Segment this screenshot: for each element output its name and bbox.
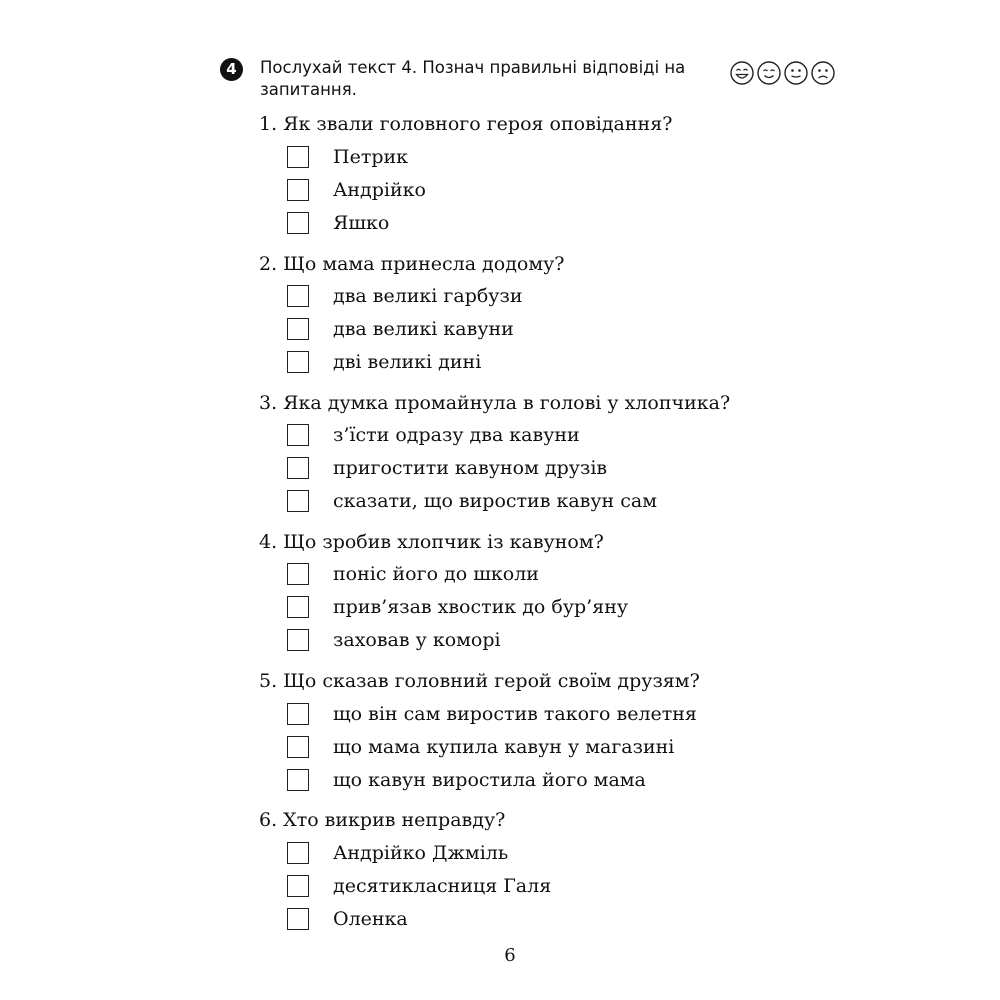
- task-instruction: Послухай текст 4. Познач правильні відповіді на запитання.: [260, 58, 686, 99]
- option-label: Яшко: [333, 212, 390, 234]
- question-2: 2. Що мама принесла додому?: [259, 253, 565, 275]
- answer-checkbox[interactable]: [287, 875, 309, 897]
- option-label: прив’язав хвостик до бур’яну: [333, 596, 629, 618]
- option-label: дві великі дині: [333, 351, 482, 373]
- sad-face-icon[interactable]: [810, 60, 836, 86]
- very-happy-face-icon[interactable]: [729, 60, 755, 86]
- question-6: 6. Хто викрив неправду?: [259, 809, 506, 831]
- answer-checkbox[interactable]: [287, 212, 309, 234]
- option-label: Петрик: [333, 146, 409, 168]
- option-label: заховав у коморі: [333, 629, 501, 651]
- answer-checkbox[interactable]: [287, 318, 309, 340]
- answer-checkbox[interactable]: [287, 424, 309, 446]
- answer-checkbox[interactable]: [287, 629, 309, 651]
- option-label: десятикласниця Галя: [333, 875, 552, 897]
- option-label: Андрійко Джміль: [333, 842, 509, 864]
- answer-checkbox[interactable]: [287, 842, 309, 864]
- answer-checkbox[interactable]: [287, 769, 309, 791]
- answer-checkbox[interactable]: [287, 908, 309, 930]
- task-number-badge: 4: [220, 58, 243, 81]
- question-1: 1. Як звали головного героя оповідання?: [259, 113, 673, 135]
- task-header: [220, 54, 740, 102]
- option-label: Оленка: [333, 908, 408, 930]
- answer-checkbox[interactable]: [287, 563, 309, 585]
- answer-checkbox[interactable]: [287, 736, 309, 758]
- answer-checkbox[interactable]: [287, 457, 309, 479]
- page-number: 6: [504, 945, 516, 966]
- option-label: що кавун виростила його мама: [333, 769, 646, 791]
- question-4: 4. Що зробив хлопчик із кавуном?: [259, 531, 604, 553]
- neutral-face-icon[interactable]: [783, 60, 809, 86]
- option-label: сказати, що виростив кавун сам: [333, 490, 657, 512]
- option-label: пригостити кавуном друзів: [333, 457, 608, 479]
- answer-checkbox[interactable]: [287, 490, 309, 512]
- answer-checkbox[interactable]: [287, 285, 309, 307]
- answer-checkbox[interactable]: [287, 703, 309, 725]
- option-label: з’їсти одразу два кавуни: [333, 424, 580, 446]
- option-label: два великі гарбузи: [333, 285, 523, 307]
- answer-checkbox[interactable]: [287, 179, 309, 201]
- question-3: 3. Яка думка промайнула в голові у хлопчика?: [259, 392, 731, 414]
- option-label: Андрійко: [333, 179, 426, 201]
- question-5: 5. Що сказав головний герой своїм друзям?: [259, 670, 700, 692]
- self-assessment-faces: [729, 60, 836, 88]
- answer-checkbox[interactable]: [287, 596, 309, 618]
- option-label: поніс його до школи: [333, 563, 539, 585]
- option-label: два великі кавуни: [333, 318, 514, 340]
- option-label: що він сам виростив такого велетня: [333, 703, 697, 725]
- answer-checkbox[interactable]: [287, 146, 309, 168]
- option-label: що мама купила кавун у магазині: [333, 736, 675, 758]
- smiling-face-icon[interactable]: [756, 60, 782, 86]
- answer-checkbox[interactable]: [287, 351, 309, 373]
